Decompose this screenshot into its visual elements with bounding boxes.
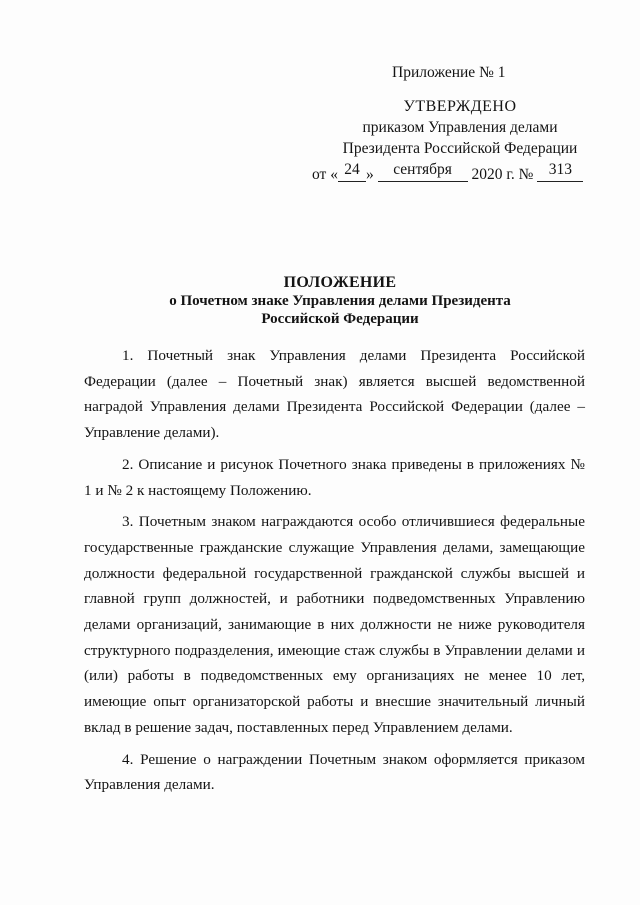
order-number: 313 xyxy=(548,161,572,178)
title-subtitle-2: Российской Федерации xyxy=(261,311,419,327)
title-main: ПОЛОЖЕНИЕ xyxy=(283,274,397,291)
paragraph-2: 2. Описание и рисунок Почетного знака приведены в приложениях № 1 и № 2 к настоящему Положению. xyxy=(84,455,585,499)
order-number-blank xyxy=(537,161,583,184)
order-day: 24 xyxy=(344,161,360,178)
document-title xyxy=(100,274,580,328)
paragraph-4: 4. Решение о награждении Почетным знаком оформляется приказом Управления делами. xyxy=(84,750,585,794)
order-quote-close: » xyxy=(365,166,374,183)
order-month-blank xyxy=(378,161,468,184)
approval-stamp-block xyxy=(340,96,580,159)
paragraph-3: 3. Почетным знаком награждаются особо отличившиеся федеральные государственные гражданские служащие Управления делами, замещающие должности федеральной государственной гражданской службы высшей и главной групп должностей, и работники подведомственных Управлению делами организаций, занимающие в них должности не ниже руководителя структурного подразделения, имеющие стаж службы в Управлении делами и (или) работы в подведомственных ему организациях не менее 10 лет, имеющие опыт организаторской работы и внесшие значительный личный вклад в решение задач, поставленных перед Управлением делами. xyxy=(84,513,585,736)
order-date-number-line xyxy=(312,161,583,184)
order-year: 2020 г. № xyxy=(471,166,534,183)
title-subtitle-1: о Почетном знаке Управления делами Президента xyxy=(169,293,511,309)
approved-by-line-2: Президента Российской Федерации xyxy=(342,140,578,157)
order-prefix: от « xyxy=(312,166,338,183)
appendix-label: Приложение № 1 xyxy=(392,64,506,81)
order-day-blank xyxy=(338,161,366,184)
paragraph-1: 1. Почетный знак Управления делами Президента Российской Федерации (далее – Почетный знак) является высшей ведомственной наградой Управления делами Президента Российской Федерации (далее – Управление делами). xyxy=(84,347,585,442)
document-body xyxy=(84,343,585,804)
approved-by-line-1: приказом Управления делами xyxy=(362,119,558,136)
approved-heading: УТВЕРЖДЕНО xyxy=(403,98,517,115)
order-month: сентября xyxy=(393,161,452,178)
